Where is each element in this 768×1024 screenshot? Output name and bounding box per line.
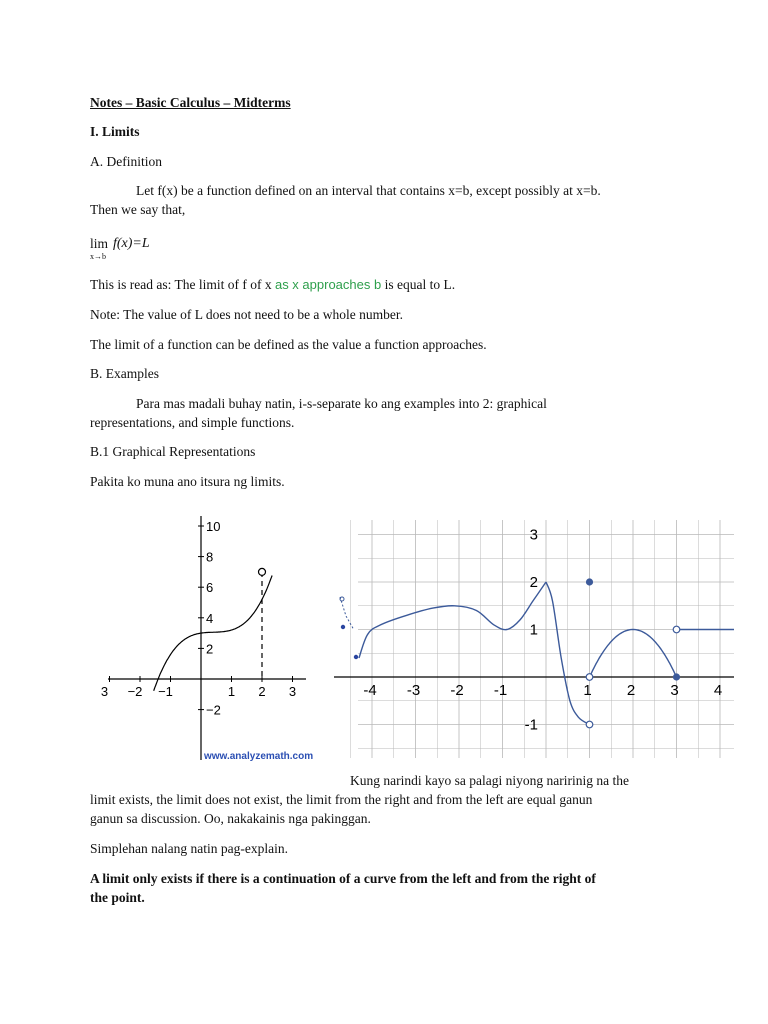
graph1-x-tick-label: 3 <box>100 684 109 699</box>
kung-line-1: Kung narindi kayo sa palagi niyong naririnig na the <box>350 773 629 788</box>
graph1-y-tick-label: 4 <box>206 610 214 626</box>
lim-word: lim <box>90 236 109 251</box>
graph2-curve-left <box>359 582 546 658</box>
subheading-definition: A. Definition <box>90 154 162 169</box>
graph1-x-tick-label: 2 <box>258 684 266 699</box>
read-as-suffix: is equal to L. <box>381 277 456 292</box>
graph2-y-tick-label: 1 <box>529 621 538 639</box>
read-as-highlight: as x approaches b <box>274 277 382 292</box>
graph2-handle-dot-2 <box>341 625 345 629</box>
graph2-y-tick-label: 2 <box>529 574 538 591</box>
graph2-y-tick-label: 3 <box>529 526 538 544</box>
graph2-closed-point <box>586 578 593 585</box>
examples-line-2: representations, and simple functions. <box>90 415 295 430</box>
subheading-examples: B. Examples <box>90 366 159 381</box>
graph2-open-point <box>673 626 680 633</box>
graph2-x-tick-label: -1 <box>493 682 508 699</box>
page-title: Notes – Basic Calculus – Midterms <box>90 95 291 110</box>
graph1-y-tick-label: 2 <box>206 641 214 657</box>
graph2-handle-marks <box>340 597 358 659</box>
graph1-ticks <box>101 519 296 718</box>
graph2-x-tick-label: -4 <box>363 682 377 699</box>
graph1-open-point <box>259 568 266 575</box>
definition-line-1: Let f(x) be a function defined on an interval that contains x=b, except possibly at x=b. <box>136 183 601 198</box>
bold-statement-line-1: A limit only exists if there is a continuation of a curve from the left and from the right of <box>90 871 596 886</box>
definition-line-2: Then we say that, <box>90 202 186 217</box>
graph2-tick-labels <box>363 527 722 734</box>
lim-expression: f(x)=L <box>113 236 150 251</box>
graph1-x-tick-label: −1 <box>158 684 173 699</box>
graph2-handle-dot-3 <box>354 655 358 659</box>
bold-statement-line-2: the point. <box>90 890 145 905</box>
kung-line-2: limit exists, the limit does not exist, the limit from the right and from the left are equal ganun <box>90 792 593 807</box>
graph2-closed-point <box>673 673 680 680</box>
graph2-x-tick-label: 1 <box>583 682 592 699</box>
graph2-open-point <box>586 674 593 681</box>
limit-definition-line: The limit of a function can be defined as the value a function approaches. <box>90 337 487 352</box>
graph2-x-tick-label: 2 <box>626 682 636 699</box>
graph1-y-tick-label: 6 <box>206 580 214 596</box>
pakita-line: Pakita ko muna ano itsura ng limits. <box>90 474 285 489</box>
graph1-y-tick-label: 10 <box>206 519 221 534</box>
kung-line-3: ganun sa discussion. Oo, nakakainis nga pakinggan. <box>90 811 371 826</box>
lim-subscript: x→b <box>90 252 106 261</box>
graph2-handle-dot-1 <box>340 597 344 601</box>
read-as-prefix: This is read as: The limit of f of x <box>90 277 275 292</box>
graph2-x-tick-label: -2 <box>450 682 464 699</box>
graph1-y-tick-label: −2 <box>206 702 221 718</box>
graph2-open-point <box>586 721 593 728</box>
graph2-x-tick-label: 3 <box>670 682 679 699</box>
graph1-x-tick-label: −2 <box>127 684 143 699</box>
graph1-watermark: www.analyzemath.com <box>204 751 314 762</box>
graph1-x-tick-label: 3 <box>288 684 297 699</box>
graph2-x-tick-label: -3 <box>406 682 421 699</box>
examples-line-1: Para mas madali buhay natin, i-s-separate ko ang examples into 2: graphical <box>136 396 547 411</box>
graph1-y-tick-label: 8 <box>206 549 214 565</box>
graph1-x-tick-label: 1 <box>227 684 236 699</box>
section-heading-limits: I. Limits <box>90 124 140 139</box>
note-line: Note: The value of L does not need to be a whole number. <box>90 307 404 322</box>
read-as-line <box>90 276 455 294</box>
subheading-graphical: B.1 Graphical Representations <box>90 444 256 459</box>
graph2-y-tick-label: -1 <box>524 716 538 734</box>
graph-piecewise <box>334 508 734 768</box>
simplehan-line: Simplehan nalang natin pag-explain. <box>90 841 288 856</box>
graph2-grid <box>350 520 734 758</box>
graph-cubic <box>102 508 332 768</box>
graph2-x-tick-label: 4 <box>713 682 723 699</box>
